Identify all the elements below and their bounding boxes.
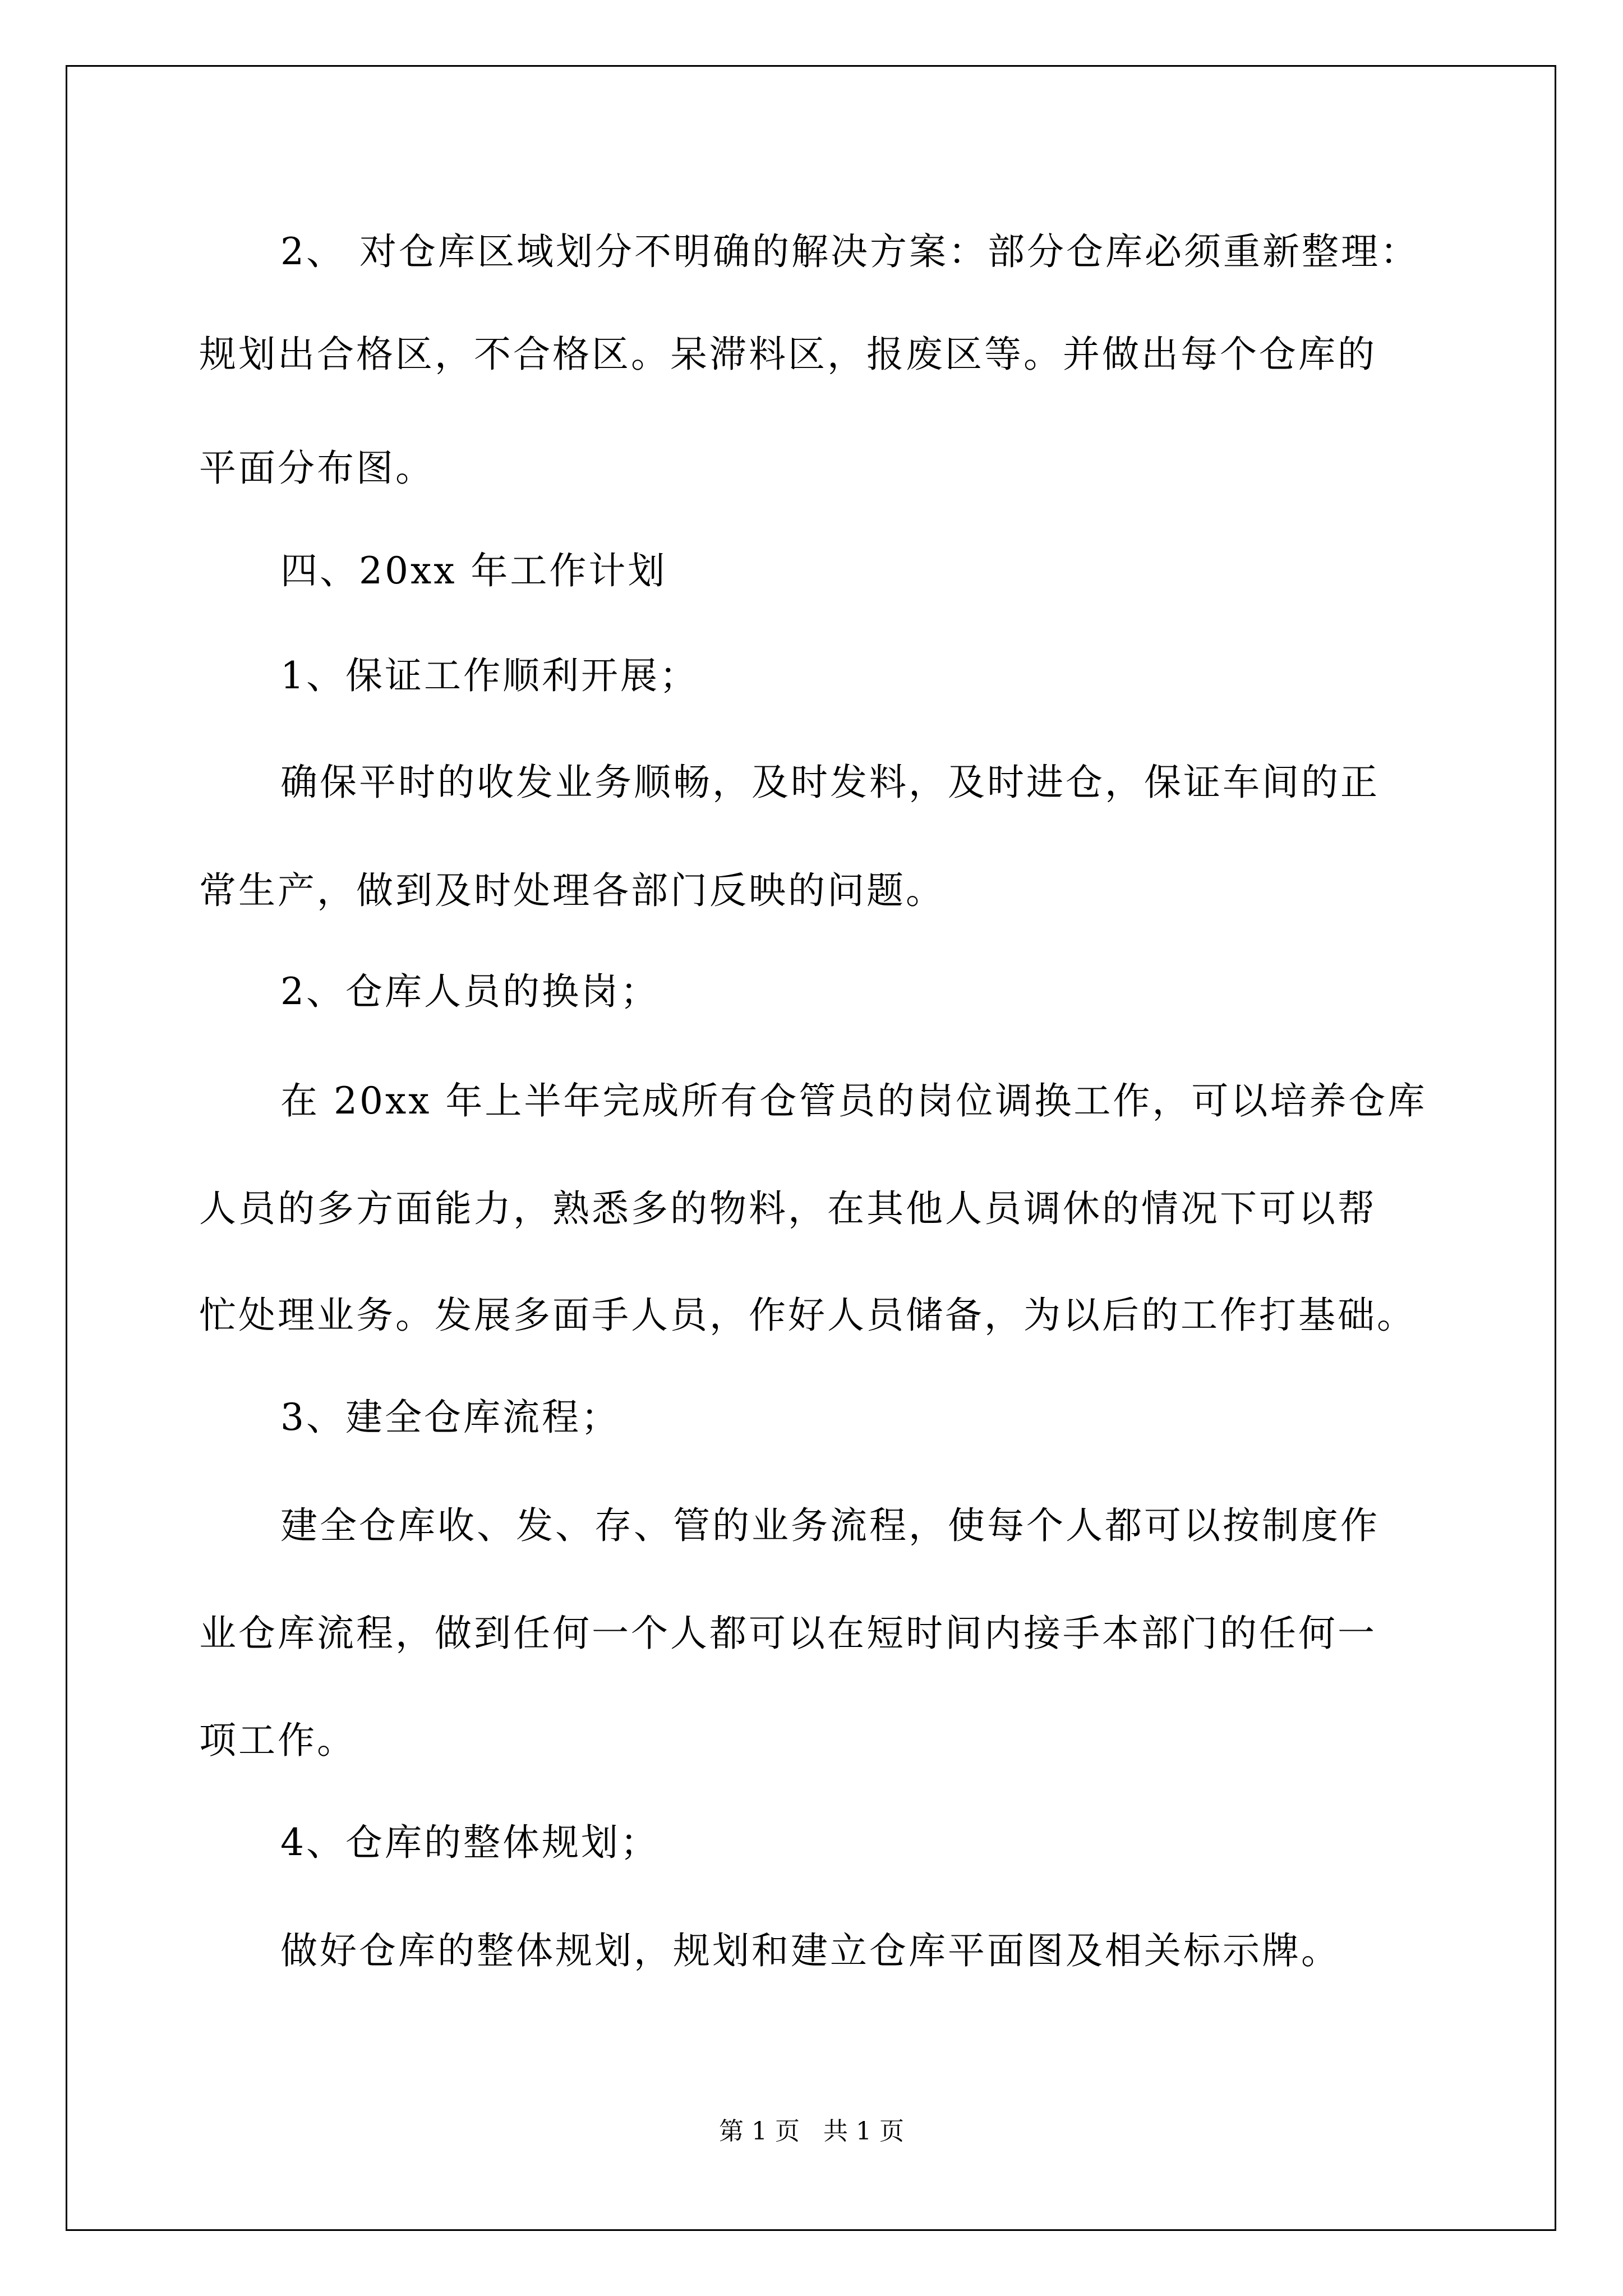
subsection-heading: 3、建全仓库流程；: [280, 1396, 620, 1439]
paragraph-line: 平面分布图。: [199, 447, 435, 490]
paragraph-line: 项工作。: [199, 1719, 356, 1762]
section-heading: 四、20xx 年工作计划: [280, 549, 667, 592]
subsection-heading: 2、仓库人员的换岗；: [280, 970, 660, 1013]
paragraph-line: 规划出合格区，不合格区。呆滞料区，报废区等。并做出每个仓库的: [199, 333, 1377, 376]
paragraph-line: 忙处理业务。发展多面手人员，作好人员储备，为以后的工作打基础。: [199, 1294, 1416, 1337]
paragraph-line: 业仓库流程，做到任何一个人都可以在短时间内接手本部门的任何一: [199, 1612, 1377, 1655]
paragraph-line: 建全仓库收、发、存、管的业务流程，使每个人都可以按制度作: [280, 1504, 1380, 1547]
paragraph-line: 人员的多方面能力，熟悉多的物料，在其他人员调休的情况下可以帮: [199, 1187, 1377, 1230]
paragraph-line: 确保平时的收发业务顺畅，及时发料，及时进仓，保证车间的正: [280, 761, 1380, 804]
paragraph-line: 做好仓库的整体规划，规划和建立仓库平面图及相关标示牌。: [280, 1929, 1340, 1972]
subsection-heading: 1、保证工作顺利开展；: [280, 654, 699, 697]
paragraph-line: 2、 对仓库区域划分不明确的解决方案：部分仓库必须重新整理：: [280, 230, 1419, 273]
page-footer: 第 1 页 共 1 页: [719, 2117, 904, 2146]
paragraph-line: 在 20xx 年上半年完成所有仓管员的岗位调换工作，可以培养仓库: [280, 1079, 1427, 1122]
subsection-heading: 4、仓库的整体规划；: [280, 1821, 660, 1864]
page-border: [66, 65, 1556, 2231]
paragraph-line: 常生产，做到及时处理各部门反映的问题。: [199, 869, 945, 912]
